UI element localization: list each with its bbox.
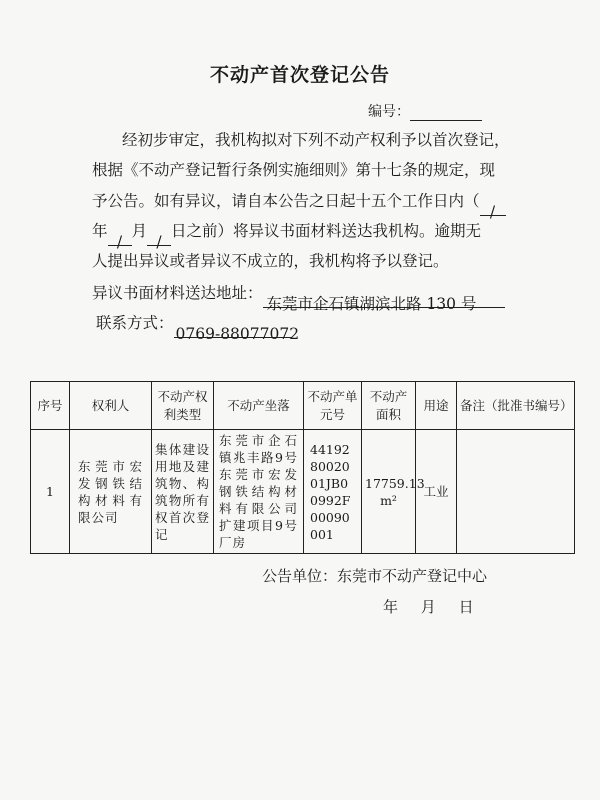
document-title: 不动产首次登记公告	[209, 64, 390, 86]
registration-table	[30, 381, 575, 554]
address-line	[92, 278, 505, 313]
header-holder: 权利人	[70, 382, 152, 430]
address-label: 异议书面材料送达地址：	[92, 284, 263, 302]
body-line-4-text: 日之前）将异议书面材料送达我机构。逾期无	[171, 222, 482, 240]
date-year: 年	[383, 598, 401, 616]
body-line-1: 经初步审定，我机构拟对下列不动产权利予以首次登记，	[122, 131, 510, 149]
header-remarks: 备注（批准书编号）	[457, 382, 575, 430]
table-row	[31, 430, 575, 554]
body-line-4	[92, 216, 482, 251]
cell-unit-no: 441928002001JB00992F00090001	[304, 430, 362, 554]
cell-usage: 工业	[416, 430, 457, 554]
number-blank	[410, 106, 482, 121]
deadline-blank-1: /	[480, 197, 506, 216]
month-label: 月	[131, 222, 148, 240]
table-header-row	[31, 382, 575, 430]
header-unit-no: 不动产单元号	[304, 382, 362, 430]
cell-seq: 1	[31, 430, 70, 554]
header-area: 不动产面积	[362, 382, 416, 430]
cell-remarks	[457, 430, 575, 554]
body-line-3-text: 予公告。如有异议，请自本公告之日起十五个工作日内（	[92, 192, 480, 210]
issuer-line	[262, 565, 487, 586]
issuer-value: 东莞市不动产登记中心	[337, 567, 488, 585]
year-label: 年	[92, 222, 108, 240]
date-line	[383, 596, 476, 617]
header-usage: 用途	[416, 382, 457, 430]
issuer-label: 公告单位：	[262, 567, 338, 585]
area-unit: m²	[380, 492, 397, 508]
cell-holder: 东莞市宏发钢铁结构材料有限公司	[70, 430, 152, 554]
cell-right-type: 集体建设用地及建筑物、构筑物所有权首次登记	[152, 430, 214, 554]
area-value: 17759.13	[365, 475, 425, 491]
header-right-type: 不动产权利类型	[152, 382, 214, 430]
month-blank: /	[108, 227, 132, 246]
contact-line	[96, 308, 300, 343]
body-line-2: 根据《不动产登记暂行条例实施细则》第十七条的规定，现	[92, 161, 496, 179]
cell-location: 东莞市企石镇兆丰路9号东莞市宏发钢铁结构材料有限公司扩建项目9号厂房	[214, 430, 304, 554]
date-day: 日	[458, 598, 476, 616]
body-line-3	[92, 186, 506, 221]
number-line	[368, 101, 482, 121]
number-label: 编号：	[368, 104, 410, 120]
cell-area	[362, 430, 425, 554]
date-month: 月	[420, 598, 438, 616]
day-blank: /	[147, 227, 171, 246]
contact-value: 0769-88077072	[174, 319, 292, 338]
header-location: 不动产坐落	[214, 382, 304, 430]
header-seq: 序号	[31, 382, 70, 430]
contact-label: 联系方式：	[96, 314, 174, 332]
body-line-5: 人提出异议或者异议不成立的，我机构将予以登记。	[92, 252, 449, 270]
address-value: 东莞市企石镇湖滨北路 130 号	[263, 289, 505, 308]
